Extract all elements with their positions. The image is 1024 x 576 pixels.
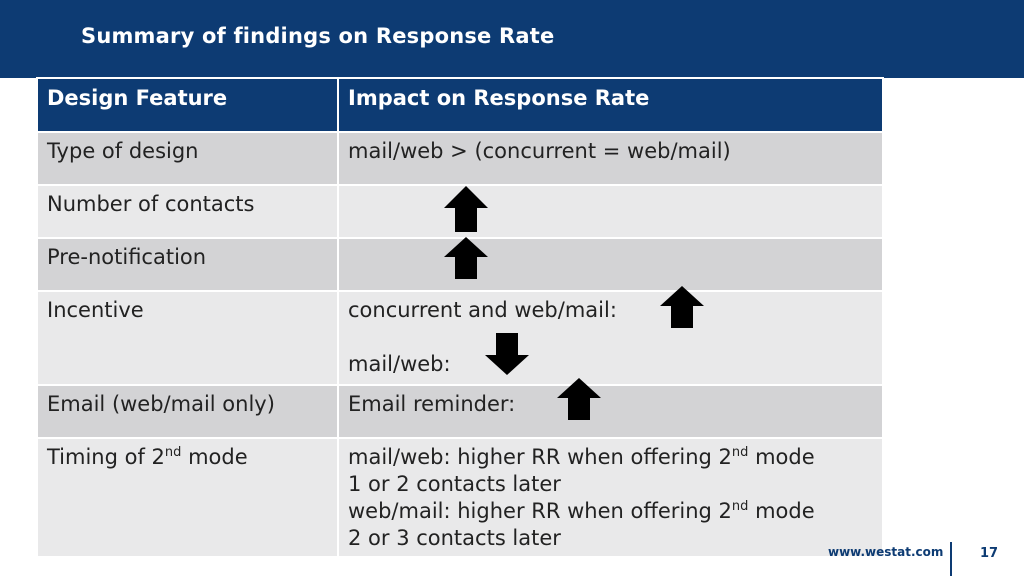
up-arrow-icon	[557, 378, 601, 420]
ordinal-suffix: nd	[164, 445, 182, 460]
slide-title: Summary of findings on Response Rate	[81, 24, 555, 48]
impact-text: web/mail: higher RR when offering 2	[348, 499, 732, 523]
impact-text: mail/web: higher RR when offering 2	[348, 445, 732, 469]
impact-line: mail/web:	[348, 352, 451, 376]
feature-text: Timing of 2	[47, 445, 165, 469]
table-row	[37, 385, 883, 438]
footer-divider	[950, 542, 952, 576]
table-row	[37, 291, 883, 385]
impact-line: 1 or 2 contacts later	[348, 472, 561, 496]
impact-cell	[338, 185, 883, 238]
feature-cell: Type of design	[37, 132, 338, 185]
impact-line: concurrent and web/mail:	[348, 298, 617, 322]
column-header-design-feature: Design Feature	[37, 78, 338, 132]
findings-table	[36, 77, 884, 558]
impact-cell	[338, 238, 883, 291]
table-row	[37, 438, 883, 557]
impact-text: mode	[748, 499, 815, 523]
feature-cell: Incentive	[37, 291, 338, 385]
page-number: 17	[980, 546, 999, 561]
feature-text: mode	[181, 445, 248, 469]
table-header-row	[37, 78, 883, 132]
feature-cell	[37, 438, 338, 557]
impact-cell	[338, 438, 883, 557]
impact-line: 2 or 3 contacts later	[348, 526, 561, 550]
impact-text: mode	[748, 445, 815, 469]
impact-line	[348, 444, 873, 471]
impact-cell: mail/web > (concurrent = web/mail)	[338, 132, 883, 185]
footer-url: www.westat.com	[828, 545, 944, 559]
column-header-impact: Impact on Response Rate	[338, 78, 883, 132]
feature-cell: Pre-notification	[37, 238, 338, 291]
feature-cell: Number of contacts	[37, 185, 338, 238]
impact-cell: Email reminder:	[338, 385, 883, 438]
up-arrow-icon	[660, 286, 704, 328]
up-arrow-icon	[444, 186, 488, 232]
table-row	[37, 132, 883, 185]
feature-cell: Email (web/mail only)	[37, 385, 338, 438]
impact-cell	[338, 291, 883, 385]
ordinal-suffix: nd	[731, 499, 749, 514]
impact-line	[348, 498, 873, 525]
header-bar	[0, 0, 1024, 78]
up-arrow-icon	[444, 237, 488, 279]
down-arrow-icon	[485, 333, 529, 375]
ordinal-suffix: nd	[731, 445, 749, 460]
